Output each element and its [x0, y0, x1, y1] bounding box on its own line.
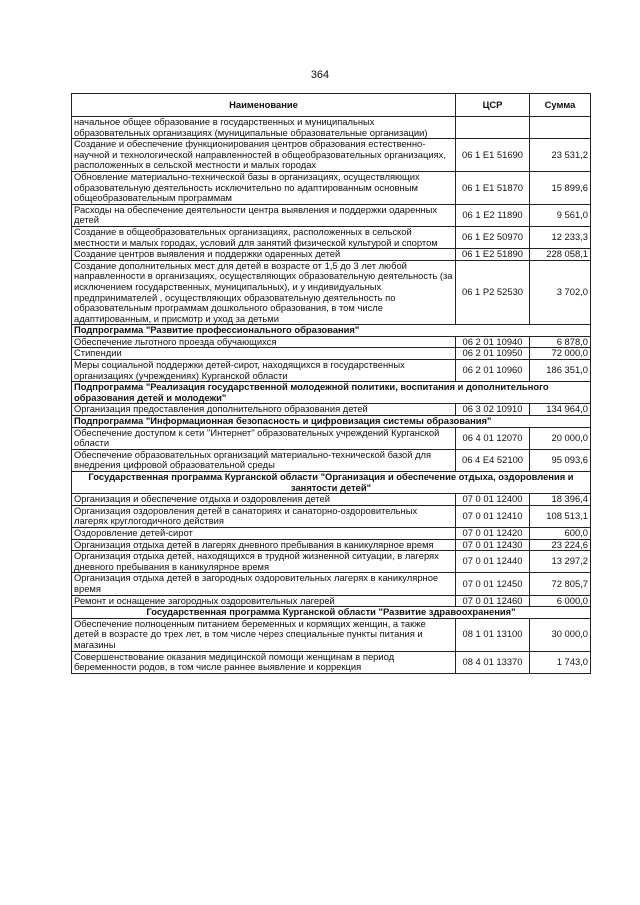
table-row: [72, 651, 591, 673]
page-number: 364: [310, 69, 330, 81]
row-sum: 23 531,2: [530, 139, 591, 172]
row-name: Меры социальной поддержки детей-сирот, находящихся в государственных организациях (учреждениях) Курганской области: [72, 360, 456, 382]
row-csr: 08 1 01 13100: [456, 618, 530, 651]
subprogram-row: [72, 325, 591, 337]
row-csr: 06 1 E1 51690: [456, 139, 530, 172]
row-csr: 06 2 01 10960: [456, 360, 530, 382]
table-row: [72, 618, 591, 651]
program-title: Государственная программа Курганской области "Организация и обеспечение отдыха, оздоровления и занятости детей": [72, 472, 591, 494]
table-row: [72, 573, 591, 595]
program-row: [72, 472, 591, 494]
row-csr: 06 3 02 10910: [456, 404, 530, 416]
row-sum: 18 396,4: [530, 494, 591, 506]
row-csr: 07 0 01 12460: [456, 595, 530, 607]
row-name: Оздоровление детей-сирот: [72, 527, 456, 539]
table-row: [72, 427, 591, 449]
row-csr: 06 4 E4 52100: [456, 449, 530, 471]
row-name: Создание в общеобразовательных организациях, расположенных в сельской местности и малых городах, условий для занятий физической культурой и спортом: [72, 226, 456, 248]
row-csr: [456, 117, 530, 139]
table-row: [72, 360, 591, 382]
row-name: Создание центров выявления и поддержки одаренных детей: [72, 249, 456, 261]
table-row: [72, 348, 591, 360]
subprogram-row: [72, 382, 591, 404]
row-csr: 08 4 01 13370: [456, 651, 530, 673]
row-sum: 9 561,0: [530, 204, 591, 226]
table-row: [72, 505, 591, 527]
row-csr: 07 0 01 12440: [456, 551, 530, 573]
row-sum: 3 702,0: [530, 260, 591, 325]
row-name: Создание и обеспечение функционирования центров образования естественно-научной и технологической направленностей в общеобразовательных организациях, расположенных в сельской местности и малых городах: [72, 139, 456, 172]
subprogram-title: Подпрограмма "Информационная безопасность и цифровизация системы образования": [72, 416, 591, 428]
row-name: начальное общее образование в государственных и муниципальных образовательных организациях (муниципальные образовательные организации): [72, 117, 456, 139]
subprogram-title: Подпрограмма "Развитие профессионального образования": [72, 325, 591, 337]
table-row: [72, 204, 591, 226]
table-row: [72, 117, 591, 139]
table-row: [72, 404, 591, 416]
row-sum: 30 000,0: [530, 618, 591, 651]
row-name: Создание дополнительных мест для детей в возрасте от 1,5 до 3 лет любой направленности в организациях, осуществляющих образовательную деятельность (за исключением государственных, муниципальных), и у индивидуальных предпринимателей , осуществляющих образовательную деятельность по образовательным программам дошкольного образования, в том числе адаптированным, и присмотр и уход за детьми: [72, 260, 456, 325]
column-header-name: Наименование: [72, 94, 456, 117]
program-title: Государственная программа Курганской области "Развитие здравоохранения": [72, 607, 591, 619]
row-name: Совершенствование оказания медицинской помощи женщинам в период беременности родов, в том числе раннее выявление и коррекция: [72, 651, 456, 673]
column-header-sum: Сумма: [530, 94, 591, 117]
row-sum: 1 743,0: [530, 651, 591, 673]
row-sum: 228 058,1: [530, 249, 591, 261]
row-csr: 07 0 01 12450: [456, 573, 530, 595]
table-row: [72, 494, 591, 506]
table-row: [72, 139, 591, 172]
row-sum: 134 964,0: [530, 404, 591, 416]
row-name: Стипендии: [72, 348, 456, 360]
row-csr: 06 2 01 10940: [456, 336, 530, 348]
table-body: [72, 117, 591, 674]
row-name: Организация отдыха детей, находящихся в трудной жизненной ситуации, в лагерях дневного пребывания в каникулярное время: [72, 551, 456, 573]
row-csr: 06 1 E1 51870: [456, 171, 530, 204]
row-name: Обеспечение полноценным питанием беременных и кормящих женщин, а также детей в возрасте до трех лет, в том числе через специальные пункты питания и магазины: [72, 618, 456, 651]
table-row: [72, 527, 591, 539]
table-row: [72, 551, 591, 573]
subprogram-row: [72, 416, 591, 428]
row-csr: 06 1 E2 11890: [456, 204, 530, 226]
row-sum: 6 878,0: [530, 336, 591, 348]
row-name: Ремонт и оснащение загородных оздоровительных лагерей: [72, 595, 456, 607]
row-csr: 07 0 01 12430: [456, 539, 530, 551]
row-name: Организация отдыха детей в загородных оздоровительных лагерях в каникулярное время: [72, 573, 456, 595]
row-sum: 15 899,6: [530, 171, 591, 204]
row-csr: 07 0 01 12420: [456, 527, 530, 539]
row-csr: 07 0 01 12400: [456, 494, 530, 506]
row-csr: 06 1 E2 51890: [456, 249, 530, 261]
row-csr: 06 4 01 12070: [456, 427, 530, 449]
row-sum: 12 233,3: [530, 226, 591, 248]
row-name: Обновление материально-технической базы в организациях, осуществляющих образовательную деятельность исключительно по адаптированным основным общеобразовательным программам: [72, 171, 456, 204]
row-name: Обеспечение доступом к сети "Интернет" образовательных учреждений Курганской области: [72, 427, 456, 449]
program-row: [72, 607, 591, 619]
row-name: Обеспечение образовательных организаций материально-технической базой для внедрения цифровой образовательной среды: [72, 449, 456, 471]
row-sum: 186 351,0: [530, 360, 591, 382]
row-sum: 6 000,0: [530, 595, 591, 607]
row-sum: 72 805,7: [530, 573, 591, 595]
row-sum: 20 000,0: [530, 427, 591, 449]
row-sum: 23 224,6: [530, 539, 591, 551]
row-name: Организация и обеспечение отдыха и оздоровления детей: [72, 494, 456, 506]
row-name: Организация предоставления дополнительного образования детей: [72, 404, 456, 416]
table-row: [72, 171, 591, 204]
table-row: [72, 249, 591, 261]
row-name: Организация оздоровления детей в санаториях и санаторно-оздоровительных лагерях круглогодичного действия: [72, 505, 456, 527]
row-sum: 108 513,1: [530, 505, 591, 527]
row-csr: 06 2 01 10950: [456, 348, 530, 360]
column-header-csr: ЦСР: [456, 94, 530, 117]
row-name: Организация отдыха детей в лагерях дневного пребывания в каникулярное время: [72, 539, 456, 551]
row-csr: 06 1 P2 52530: [456, 260, 530, 325]
row-csr: 07 0 01 12410: [456, 505, 530, 527]
row-sum: 13 297,2: [530, 551, 591, 573]
table-row: [72, 226, 591, 248]
row-sum: 72 000,0: [530, 348, 591, 360]
row-sum: 600,0: [530, 527, 591, 539]
row-sum: [530, 117, 591, 139]
subprogram-title: Подпрограмма "Реализация государственной молодежной политики, воспитания и дополнительного образования детей и молодежи": [72, 382, 591, 404]
table-header-row: [72, 94, 591, 117]
row-name: Обеспечение льготного проезда обучающихся: [72, 336, 456, 348]
table-row: [72, 539, 591, 551]
budget-table: [71, 93, 591, 674]
row-name: Расходы на обеспечение деятельности центра выявления и поддержки одаренных детей: [72, 204, 456, 226]
row-csr: 06 1 E2 50970: [456, 226, 530, 248]
table-row: [72, 449, 591, 471]
row-sum: 95 093,6: [530, 449, 591, 471]
table-row: [72, 260, 591, 325]
table-row: [72, 595, 591, 607]
table-row: [72, 336, 591, 348]
